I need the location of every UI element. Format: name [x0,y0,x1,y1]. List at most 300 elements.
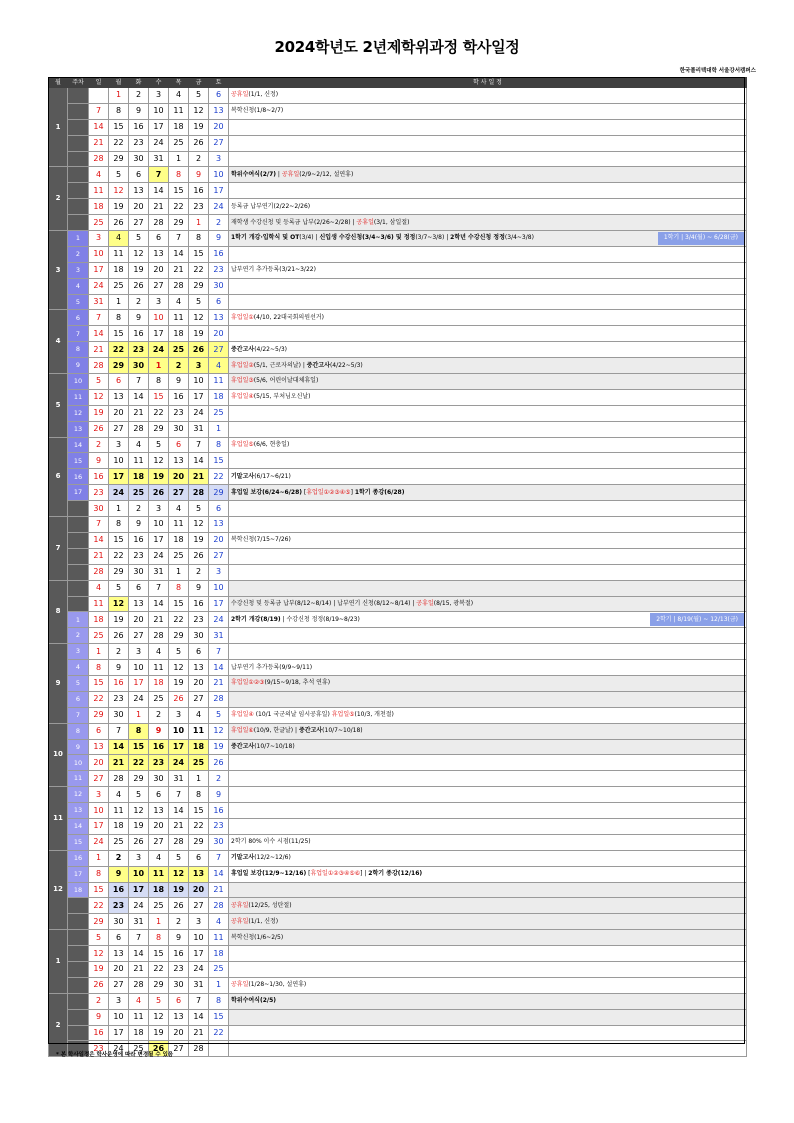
day-cell: 4 [149,644,169,660]
day-cell: 15 [169,596,189,612]
week-row [49,675,747,691]
day-cell: 23 [169,405,189,421]
day-cell: 22 [89,691,109,707]
week-row [49,1025,747,1041]
event-cell [229,1025,747,1041]
day-cell: 20 [149,818,169,834]
day-cell: 7 [109,723,129,739]
week-number: 10 [68,374,89,390]
day-cell: 4 [209,358,229,374]
day-cell: 24 [89,278,109,294]
event-text: (10/7~10/18) [322,727,363,735]
day-cell: 4 [169,501,189,517]
event-text: (5/1, 근로자의날) | [253,361,307,369]
day-cell: 1 [109,294,129,310]
day-cell: 13 [209,310,229,326]
event-text: 납부연기 추가등록(9/9~9/11) [231,663,313,671]
day-cell: 30 [109,707,129,723]
day-cell: 10 [109,453,129,469]
event-cell [229,818,747,834]
month-cell: 2 [49,993,68,1057]
event-text: 등록금 납부연기(2/22~2/26) [231,202,311,210]
week-number: 1 [68,231,89,247]
event-cell [229,326,747,342]
event-text: 중간고사 [231,345,255,353]
month-cell: 6 [49,437,68,516]
day-cell: 30 [209,834,229,850]
week-number [68,596,89,612]
day-cell: 11 [109,803,129,819]
day-cell: 9 [209,231,229,247]
week-row [49,644,747,660]
event-text: (2/9~2/12, 설연휴) [299,170,354,178]
day-cell: 7 [149,167,169,183]
day-cell: 2 [129,294,149,310]
day-cell: 27 [149,834,169,850]
week-number: 11 [68,389,89,405]
day-cell: 21 [169,262,189,278]
day-cell: 20 [209,326,229,342]
week-number: 13 [68,803,89,819]
event-text: 휴업일④ [231,393,254,401]
day-cell: 6 [149,231,169,247]
day-cell [89,88,109,104]
day-cell: 7 [129,374,149,390]
day-cell: 25 [109,834,129,850]
day-cell: 13 [109,946,129,962]
day-cell: 10 [149,310,169,326]
event-text: 기말고사 [231,854,255,862]
day-cell: 5 [89,374,109,390]
day-cell: 26 [209,755,229,771]
week-number [68,1009,89,1025]
day-cell: 21 [209,675,229,691]
week-row [49,469,747,485]
month-cell: 8 [49,580,68,644]
day-cell: 15 [109,532,129,548]
event-cell [229,898,747,914]
day-cell: 28 [169,834,189,850]
day-cell: 17 [169,739,189,755]
day-cell: 3 [89,231,109,247]
week-number [68,103,89,119]
week-row [49,532,747,548]
event-text: (3/7~3/8) | [415,234,451,242]
day-cell: 22 [149,961,169,977]
day-cell: 10 [189,374,209,390]
day-cell: 6 [109,374,129,390]
day-cell: 7 [209,644,229,660]
week-number: 13 [68,421,89,437]
column-header: 금 [189,78,209,88]
day-cell: 14 [169,246,189,262]
event-cell [229,993,747,1009]
event-text: 공휴일 [356,218,374,226]
day-cell: 4 [109,231,129,247]
day-cell: 24 [109,485,129,501]
day-cell: 13 [209,103,229,119]
day-cell: 19 [169,882,189,898]
day-cell: 17 [129,675,149,691]
day-cell: 18 [189,739,209,755]
day-cell: 31 [189,977,209,993]
month-cell: 11 [49,787,68,851]
day-cell: 9 [129,310,149,326]
day-cell: 22 [89,898,109,914]
week-number [68,548,89,564]
event-cell [229,691,747,707]
day-cell: 23 [209,262,229,278]
day-cell: 20 [109,961,129,977]
day-cell: 19 [149,469,169,485]
day-cell: 25 [149,898,169,914]
week-number [68,215,89,231]
event-text: (4/22~5/3) [329,361,363,369]
event-text: 휴업일 보강(6/24~6/28) [231,488,303,496]
event-cell [229,215,747,231]
day-cell: 19 [189,119,209,135]
day-cell: 14 [149,183,169,199]
week-row [49,755,747,771]
event-cell [229,246,747,262]
week-row [49,914,747,930]
day-cell: 1 [109,501,129,517]
day-cell: 8 [189,231,209,247]
day-cell: 17 [89,262,109,278]
week-number: 16 [68,469,89,485]
event-cell [229,771,747,787]
day-cell: 12 [89,389,109,405]
day-cell: 26 [189,135,209,151]
day-cell: 2 [129,501,149,517]
event-text: 휴업일⑤ [231,441,254,449]
week-number: 10 [68,755,89,771]
week-number: 5 [68,294,89,310]
day-cell: 25 [109,278,129,294]
day-cell: 9 [129,517,149,533]
event-cell [229,421,747,437]
week-number: 2 [68,628,89,644]
week-number [68,914,89,930]
day-cell: 10 [129,660,149,676]
day-cell: 23 [109,691,129,707]
week-number: 8 [68,342,89,358]
week-row [49,723,747,739]
day-cell: 3 [149,88,169,104]
day-cell: 13 [109,389,129,405]
week-row [49,231,747,247]
day-cell: 21 [129,961,149,977]
day-cell: 13 [169,1009,189,1025]
day-cell: 21 [189,469,209,485]
day-cell: 15 [129,739,149,755]
week-number: 14 [68,818,89,834]
event-text: 신입생 수강신청(3/4~3/6) 및 정정 [319,234,416,242]
day-cell: 15 [89,882,109,898]
event-cell [229,485,747,501]
day-cell: 27 [209,548,229,564]
day-cell: 17 [209,183,229,199]
day-cell: 8 [109,103,129,119]
day-cell: 17 [209,596,229,612]
column-header: 월 [49,78,68,88]
day-cell: 18 [109,262,129,278]
event-cell [229,930,747,946]
event-cell [229,1041,747,1057]
day-cell: 10 [149,103,169,119]
event-text: (6/17~6/21) [254,472,291,480]
day-cell: 23 [209,818,229,834]
week-number [68,898,89,914]
day-cell: 26 [149,1041,169,1057]
day-cell: 29 [189,834,209,850]
event-text: 수강신청 및 등록금 납부(8/12~8/14) | 납부연기 신청(8/12~8/14) | [231,599,417,607]
day-cell: 19 [169,675,189,691]
event-text: (6/6, 현충일) [253,441,290,449]
column-header: 목 [169,78,189,88]
day-cell: 18 [109,818,129,834]
week-number [68,977,89,993]
day-cell: 2 [209,215,229,231]
day-cell: 2 [209,771,229,787]
week-row [49,1009,747,1025]
week-row [49,215,747,231]
day-cell: 12 [109,596,129,612]
day-cell: 12 [149,453,169,469]
day-cell: 19 [189,532,209,548]
day-cell: 22 [209,1025,229,1041]
day-cell: 25 [189,755,209,771]
event-cell [229,294,747,310]
day-cell: 17 [149,532,169,548]
event-text: 2학년 수강신청 정정 [450,234,505,242]
event-cell [229,882,747,898]
event-text: 휴업일①②③ [231,679,265,687]
event-text: 휴업일① [231,313,254,321]
day-cell: 17 [129,882,149,898]
week-row [49,88,747,104]
event-text: (12/25, 성탄절) [248,901,292,909]
week-number [68,517,89,533]
day-cell: 1 [149,914,169,930]
day-cell: 23 [109,898,129,914]
day-cell: 14 [169,803,189,819]
day-cell: 18 [89,199,109,215]
week-row [49,342,747,358]
day-cell: 8 [189,787,209,803]
week-number [68,119,89,135]
day-cell: 19 [129,262,149,278]
day-cell: 5 [89,930,109,946]
week-row [49,660,747,676]
event-text: 기말고사 [231,472,255,480]
day-cell: 11 [129,453,149,469]
day-cell: 6 [209,88,229,104]
day-cell: 25 [149,691,169,707]
week-number [68,946,89,962]
day-cell: 15 [109,119,129,135]
day-cell: 15 [109,326,129,342]
event-text: 공휴일 [231,91,249,99]
day-cell: 30 [129,564,149,580]
day-cell: 22 [149,405,169,421]
day-cell: 31 [209,628,229,644]
event-cell [229,199,747,215]
event-cell [229,961,747,977]
day-cell: 15 [209,1009,229,1025]
week-number: 2 [68,246,89,262]
day-cell: 3 [109,993,129,1009]
event-cell [229,977,747,993]
event-cell [229,580,747,596]
institution-name: 한국폴리텍대학 서울강서캠퍼스 [679,68,756,74]
day-cell: 7 [89,310,109,326]
day-cell: 12 [129,803,149,819]
day-cell: 26 [129,834,149,850]
day-cell: 23 [89,485,109,501]
day-cell: 15 [209,453,229,469]
event-cell [229,453,747,469]
week-number: 3 [68,262,89,278]
day-cell: 19 [89,961,109,977]
day-cell: 29 [169,215,189,231]
day-cell: 15 [89,675,109,691]
day-cell: 28 [209,898,229,914]
day-cell: 16 [169,389,189,405]
week-row [49,977,747,993]
day-cell: 2 [189,564,209,580]
day-cell: 2 [89,993,109,1009]
day-cell: 19 [189,326,209,342]
day-cell: 19 [209,739,229,755]
day-cell: 18 [129,1025,149,1041]
day-cell: 4 [149,850,169,866]
day-cell: 28 [189,1041,209,1057]
week-row [49,389,747,405]
day-cell: 23 [129,342,149,358]
week-row [49,485,747,501]
week-row [49,151,747,167]
day-cell: 3 [149,501,169,517]
day-cell: 30 [169,977,189,993]
day-cell: 15 [149,946,169,962]
day-cell: 14 [189,453,209,469]
event-cell [229,501,747,517]
day-cell: 13 [189,660,209,676]
event-cell [229,310,747,326]
month-cell: 7 [49,517,68,581]
day-cell: 1 [169,151,189,167]
day-cell: 20 [109,405,129,421]
day-cell: 21 [89,342,109,358]
day-cell: 18 [209,946,229,962]
day-cell: 15 [169,183,189,199]
week-number [68,151,89,167]
week-number [68,1025,89,1041]
day-cell: 20 [169,1025,189,1041]
day-cell: 7 [169,787,189,803]
day-cell: 6 [169,993,189,1009]
week-row [49,374,747,390]
day-cell: 2 [109,850,129,866]
week-row [49,866,747,882]
day-cell: 6 [149,787,169,803]
week-row [49,564,747,580]
day-cell: 21 [169,818,189,834]
day-cell: 10 [89,803,109,819]
event-text: 휴업일①②③④⑤⑥ [310,870,361,878]
event-cell [229,469,747,485]
day-cell: 7 [129,930,149,946]
event-cell [229,612,747,628]
event-text: | [276,170,282,178]
day-cell: 12 [89,946,109,962]
week-row [49,453,747,469]
event-cell [229,231,747,247]
week-row [49,501,747,517]
day-cell: 17 [149,326,169,342]
day-cell: 4 [89,580,109,596]
week-number: 14 [68,437,89,453]
day-cell: 10 [209,167,229,183]
day-cell: 11 [189,723,209,739]
day-cell: 7 [169,231,189,247]
day-cell: 11 [109,246,129,262]
day-cell: 14 [109,739,129,755]
event-text: (3/4) | [299,234,320,242]
day-cell: 5 [149,993,169,1009]
event-text: 학위수여식(2/5) [231,997,277,1005]
day-cell: 1 [209,421,229,437]
day-cell: 4 [129,993,149,1009]
day-cell: 18 [169,119,189,135]
day-cell: 24 [109,1041,129,1057]
day-cell: 8 [149,930,169,946]
day-cell: 27 [109,421,129,437]
day-cell: 23 [189,199,209,215]
day-cell: 1 [129,707,149,723]
event-text: 학위수여식(2/7) [231,170,277,178]
day-cell: 28 [89,358,109,374]
day-cell: 22 [109,342,129,358]
event-text: 중간고사 [231,742,255,750]
event-text: 휴업일④ [231,711,254,719]
day-cell: 6 [209,294,229,310]
day-cell: 19 [109,612,129,628]
day-cell: 14 [209,660,229,676]
event-cell [229,389,747,405]
day-cell: 7 [89,103,109,119]
day-cell: 7 [189,993,209,1009]
day-cell: 26 [169,691,189,707]
month-cell: 3 [49,231,68,310]
event-text: ] | [360,870,369,878]
day-cell: 5 [129,787,149,803]
day-cell: 24 [169,755,189,771]
day-cell: 4 [109,787,129,803]
week-row [49,103,747,119]
day-cell: 12 [169,866,189,882]
day-cell: 16 [109,675,129,691]
event-cell [229,739,747,755]
event-text: (3/1, 삼일절) [373,218,410,226]
day-cell: 23 [189,612,209,628]
event-text: (12/2~12/6) [254,854,291,862]
day-cell: 14 [189,1009,209,1025]
column-header: 수 [149,78,169,88]
day-cell: 24 [209,612,229,628]
week-number: 9 [68,739,89,755]
